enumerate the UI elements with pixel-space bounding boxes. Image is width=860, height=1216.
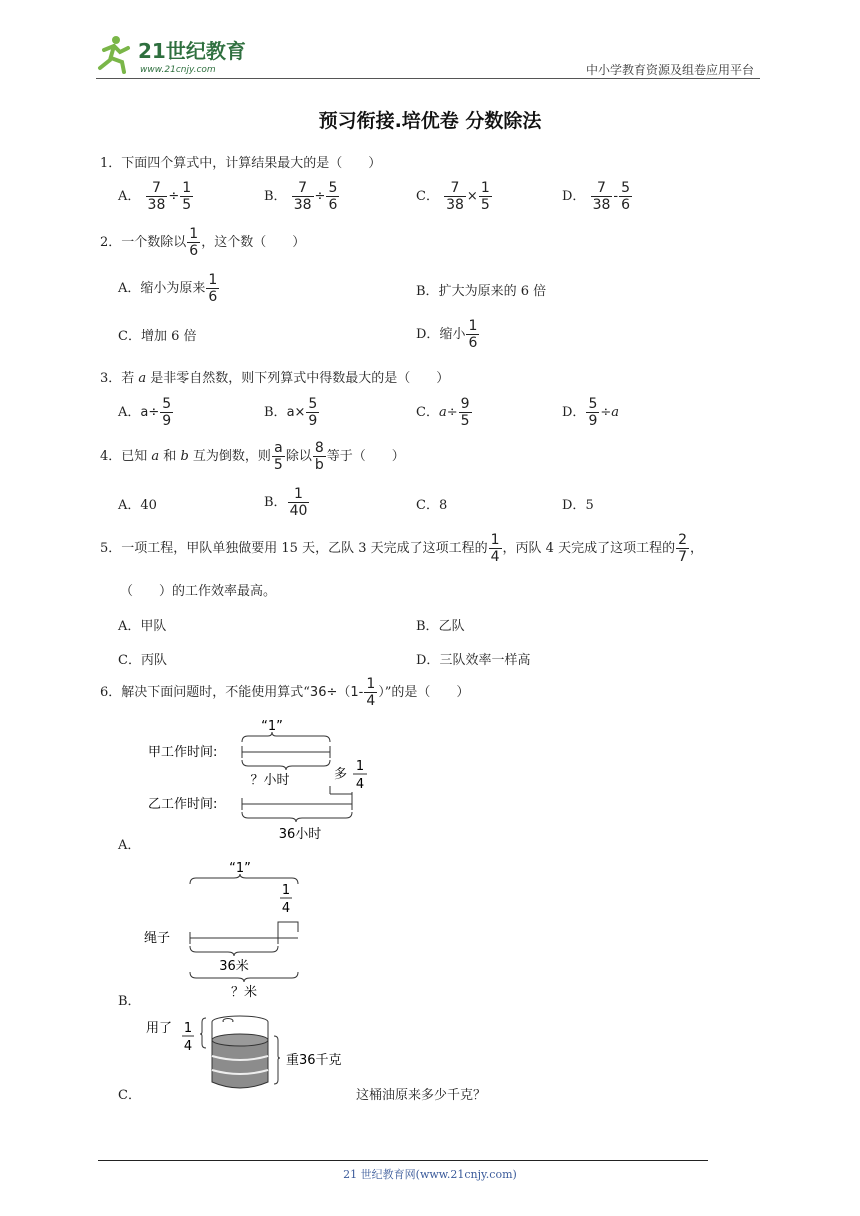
q3-option-d[interactable]: D． $\frac{5}{9}$ ÷a	[562, 396, 620, 429]
q3-option-c[interactable]: C．a÷ $\frac{9}{5}$	[416, 396, 470, 429]
logo-url: www.21cnjy.com	[140, 65, 216, 75]
figure-a-line-diagram	[140, 716, 380, 846]
svg-text:绳子: 绳子	[144, 931, 171, 946]
q5-option-c[interactable]: C．丙队	[118, 653, 167, 668]
q4-option-a[interactable]: A．40	[118, 498, 157, 513]
footer-text: 21 世纪教育网(www.21cnjy.com)	[343, 1168, 517, 1181]
svg-text:1: 1	[183, 1021, 193, 1036]
svg-text:“1”: “1”	[229, 861, 251, 876]
question-5-stem-line2: （ ）的工作效率最高。	[120, 584, 277, 599]
svg-text:甲工作时间:: 甲工作时间:	[148, 745, 218, 760]
svg-text:4: 4	[355, 777, 365, 792]
question-2-stem: 2．一个数除以 $\frac{1}{6}$ ，这个数（ ）	[100, 226, 306, 259]
svg-text:“1”: “1”	[261, 719, 283, 734]
q1-option-b[interactable]: B． $\frac{7}{38}$ ÷ $\frac{5}{6}$	[264, 180, 338, 213]
question-6-stem: 6．解决下面问题时，不能使用算式“36÷（1- $\frac{1}{4}$ ）”的是（ ）	[100, 676, 470, 709]
footer-divider	[98, 1160, 708, 1161]
q4-option-c[interactable]: C．8	[416, 498, 448, 513]
q2-option-b[interactable]: B．扩大为原来的 6 倍	[416, 284, 547, 299]
q1-option-a[interactable]: A． $\frac{7}{38}$ ÷ $\frac{1}{5}$	[118, 180, 192, 213]
figure-b-line-diagram	[140, 858, 320, 1000]
q3-option-b[interactable]: B．a× $\frac{5}{9}$	[264, 396, 318, 429]
figure-c-oil-barrel	[144, 1010, 364, 1098]
question-1-stem: 1．下面四个算式中，计算结果最大的是（ ）	[100, 156, 382, 171]
runner-icon	[100, 36, 128, 72]
q6-option-a[interactable]: A．	[118, 838, 141, 853]
q5-option-b[interactable]: B．乙队	[416, 619, 465, 634]
q1-option-d[interactable]: D． $\frac{7}{38}$ - $\frac{5}{6}$	[562, 180, 631, 213]
q2-option-d[interactable]: D．缩小 $\frac{1}{6}$	[416, 318, 478, 351]
svg-text:？米: ？米	[230, 985, 258, 1000]
svg-text:多: 多	[334, 767, 348, 782]
header-divider	[96, 78, 760, 79]
page-title: 预习衔接.培优卷 分数除法	[318, 110, 542, 132]
svg-text:4: 4	[183, 1039, 193, 1054]
svg-text:4: 4	[281, 901, 291, 916]
q4-option-b[interactable]: B． $\frac{1}{40}$	[264, 486, 308, 519]
svg-text:用了: 用了	[146, 1021, 173, 1036]
svg-text:重36千克: 重36千克	[286, 1053, 342, 1068]
barrel-icon	[212, 1016, 268, 1088]
question-5-stem-line1: 5．一项工程，甲队单独做要用 15 天，乙队 3 天完成了这项工程的 $\frac{1}{4}$ ，丙队 4 天完成了这项工程的 $\frac{2}{7}$ ，	[100, 532, 704, 565]
svg-text:？小时: ？小时	[250, 773, 290, 788]
svg-text:36小时: 36小时	[278, 827, 322, 842]
q1-option-c[interactable]: C． $\frac{7}{38}$ × $\frac{1}{5}$	[416, 180, 490, 213]
site-logo	[94, 32, 254, 78]
q2-option-c[interactable]: C．增加 6 倍	[118, 329, 197, 344]
q5-option-a[interactable]: A．甲队	[118, 619, 167, 634]
svg-text:1: 1	[281, 883, 291, 898]
q6-option-b[interactable]: B．	[118, 994, 141, 1009]
q2-option-a[interactable]: A．缩小为原来 $\frac{1}{6}$	[118, 272, 218, 305]
q5-option-d[interactable]: D．三队效率一样高	[416, 653, 531, 668]
question-3-stem: 3．若 a 是非零自然数，则下列算式中得数最大的是（ ）	[100, 371, 450, 386]
q4-option-d[interactable]: D．5	[562, 498, 594, 513]
q3-option-a[interactable]: A．a÷ $\frac{5}{9}$	[118, 396, 172, 429]
svg-text:乙工作时间:: 乙工作时间:	[148, 797, 218, 812]
q6-option-c[interactable]: C．	[118, 1088, 141, 1103]
logo-text: 21世纪教育	[138, 39, 246, 63]
question-4-stem: 4．已知 a 和 b 互为倒数，则 $\frac{a}{5}$ 除以 $\frac{8}{b}$ 等于（ ）	[100, 440, 405, 473]
q6-option-c-question: 这桶油原来多少千克？	[356, 1088, 487, 1103]
site-tagline: 中小学教育资源及组卷应用平台	[585, 63, 754, 77]
svg-text:36米: 36米	[219, 959, 249, 974]
svg-text:1: 1	[355, 759, 365, 774]
